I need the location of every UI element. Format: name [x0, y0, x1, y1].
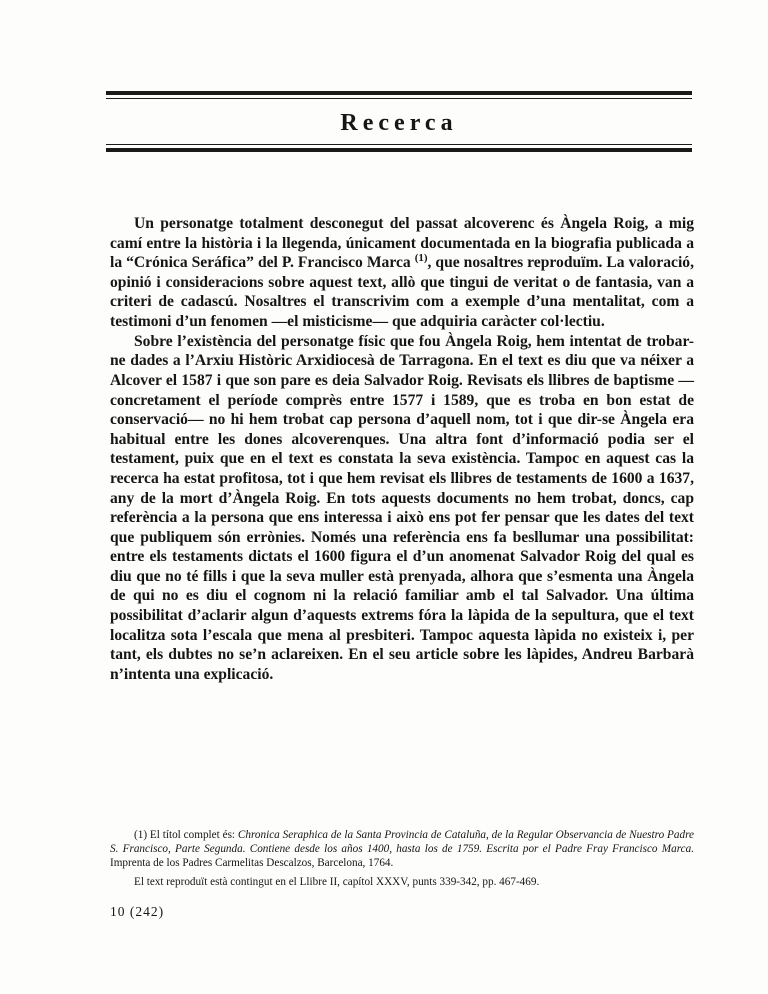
- footnote-1-lead: (1) El títol complet és:: [134, 829, 238, 841]
- footnote-2: El text reproduït està contingut en el Llibre II, capítol XXXV, punts 339-342, pp. 467-469.: [134, 875, 540, 888]
- section-title: Recerca: [340, 110, 458, 136]
- paragraph-1-text-a: Un personatge totalment desconegut del passat alcoverenc és Àngela Roig, a mig camí entre la història i la llegenda, únicament documentada en la biografia publicada a la “Crónica Seráfica” del P. Francisco Marca: [110, 215, 694, 272]
- header-top-thick-rule: [106, 91, 692, 95]
- paragraph-2: Sobre l’existència del personatge físic que fou Àngela Roig, hem intentat de trobar-ne dades a l’Arxiu Històric Arxidiocesà de Tarragona. En el text es diu que va néixer a Alcover el 1587 i que son pare es deia Salvador Roig. Revisats els llibres de baptisme —concretament el període comprès entre 1577 i 1589, que es troba en bon estat de conservació— no hi hem trobat cap persona d’aquell nom, tot i que dir-se Àngela era habitual entre les dones alcoverenques. Una altra font d’informació podia ser el testament, puix que en el text es constata la seva existència. Tampoc en aquest cas la recerca ha estat profitosa, tot i que hem revisat els llibres de testaments de 1600 a 1637, any de la mort d’Àngela Roig. En tots aquests documents no hem trobat, doncs, cap referència a la persona que ens interessa i això ens pot fer pensar que les dates del text que publiquem són errònies. Només una referència ens fa besllumar una possibilitat: entre els testaments dictats el 1600 figura el d’un anomenat Salvador Roig del qual es diu que no té fills i que la seva muller està prenyada, alhora que s’esmenta una Àngela de qui no es diu el cognom ni la relació familiar amb el tal Salvador. Una última possibilitat d’aclarir algun d’aquests extrems fóra la làpida de la sepultura, que el text localitza sota l’escala que mena al presbiteri. Tampoc aquesta làpida no existeix i, per tant, els dubtes no se’n aclareixen. En el seu article sobre les làpides, Andreu Barbarà n’intenta una explicació.: [110, 332, 694, 683]
- footnote-1-tail: Imprenta de los Padres Carmelitas Descalzos, Barcelona, 1764.: [110, 857, 394, 870]
- footnote-1: [110, 828, 694, 871]
- footnote-1-title: Chronica Seraphica de la Santa Provincia de Cataluña, de la Regular Observancia de Nuestro Padre S. Francisco, Parte Segunda. Contiene desde los años 1400, hasta los de 1759. Escrita por el Padre Fray Francisco Marca.: [110, 829, 694, 856]
- footnote-reference: (1): [414, 252, 428, 264]
- paragraph-1: [110, 214, 694, 332]
- header-bottom-thin-rule: [106, 144, 692, 145]
- footnotes: [110, 828, 694, 893]
- article-body: [110, 214, 694, 685]
- header-top-thin-rule: [106, 98, 692, 99]
- page-number: 10 (242): [110, 904, 165, 919]
- paragraph-1-text-b: , que nosaltres reproduïm. La valoració, opinió i consideracions sobre aquest text, allò que tingui de veritat o de fantasia, van a criteri de cadascú. Nosaltres el transcrivim com a exemple d’una mentalitat, com a testimoni d’un fenomen —el misticisme— que adquiria caràcter col·lectiu.: [110, 254, 694, 330]
- header-bottom-thick-rule: [106, 148, 692, 152]
